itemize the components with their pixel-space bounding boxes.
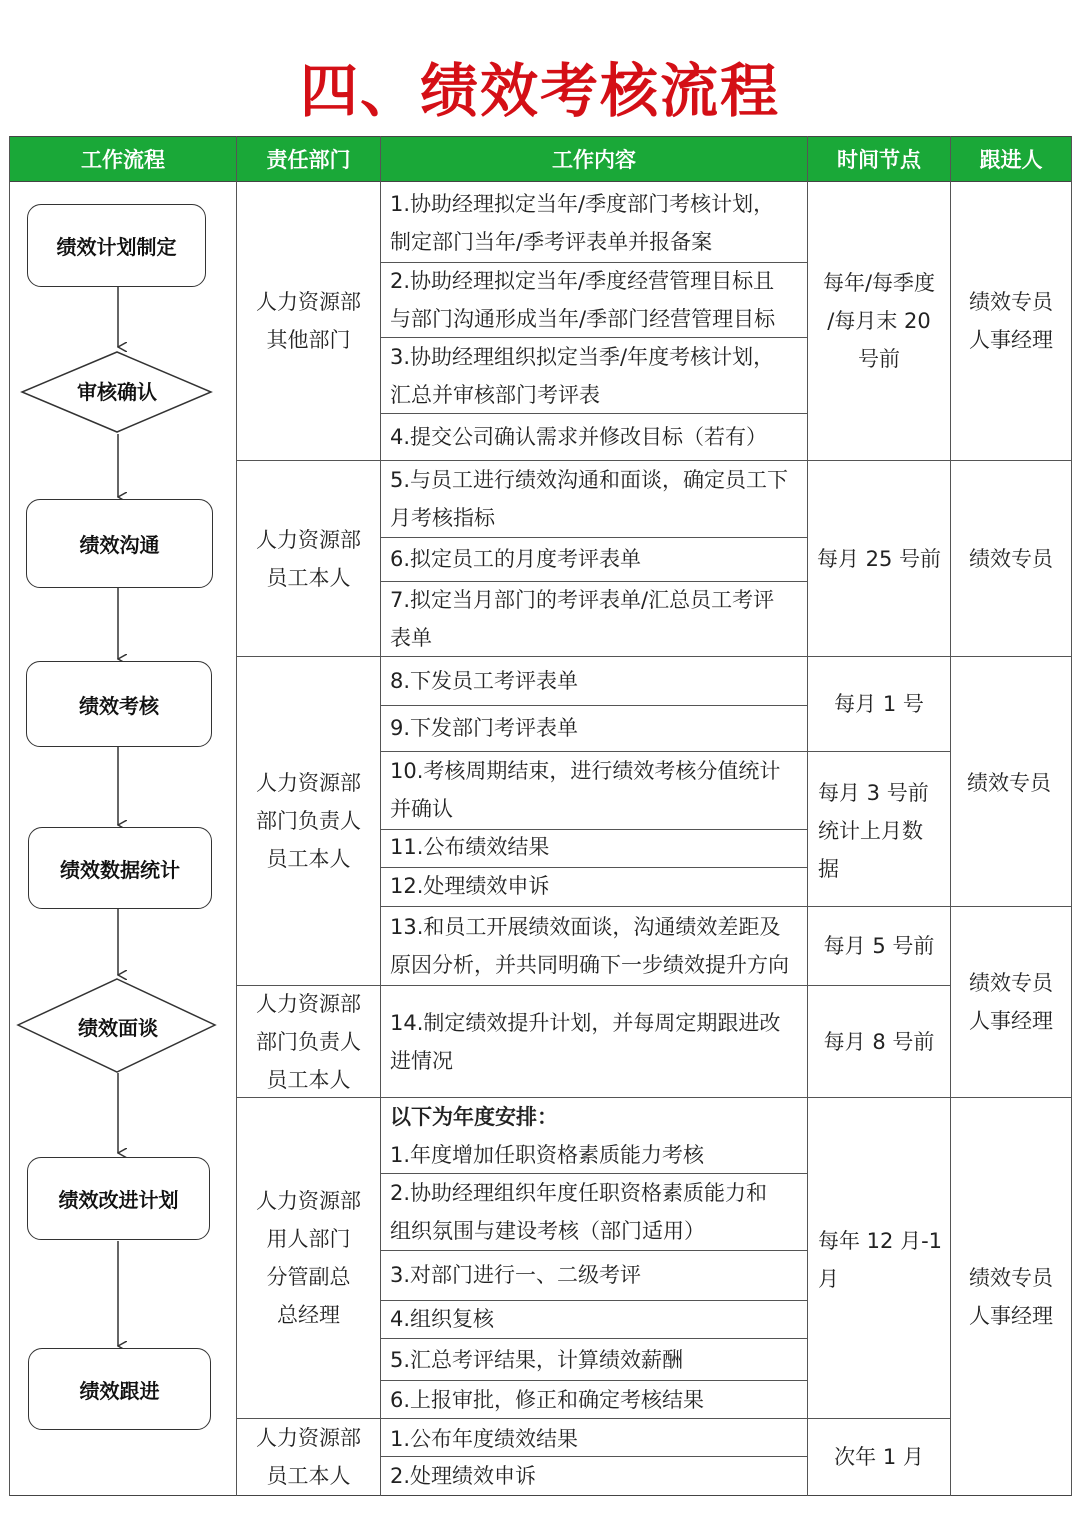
follower-line: 绩效专员 bbox=[969, 971, 1053, 995]
content-line: 4.提交公司确认需求并修改目标（若有） bbox=[390, 425, 768, 449]
content-item bbox=[390, 581, 774, 657]
time-cell bbox=[818, 774, 929, 888]
content-line: 组织氛围与建设考核（部门适用） bbox=[390, 1219, 705, 1243]
content-item bbox=[390, 262, 775, 338]
content-line: 5.汇总考评结果，计算绩效薪酬 bbox=[390, 1348, 684, 1372]
content-line: 2.协助经理拟定当年/季度经营管理目标且 bbox=[390, 269, 775, 293]
content-item bbox=[390, 418, 767, 456]
header-follower: 跟进人 bbox=[951, 137, 1071, 181]
content-line: 7.拟定当月部门的考评表单/汇总员工考评 bbox=[390, 588, 775, 612]
col-line bbox=[380, 136, 381, 1496]
content-item bbox=[390, 1004, 780, 1080]
time-line-text: 每月 1 号 bbox=[834, 692, 924, 716]
department-line: 人力资源部 bbox=[256, 1426, 361, 1450]
content-item bbox=[390, 867, 549, 905]
follower-line: 绩效专员 bbox=[969, 1265, 1053, 1290]
time-line bbox=[807, 751, 950, 752]
flow-step-interview: 绩效面谈 bbox=[78, 1015, 158, 1040]
flow-step-plan: 绩效计划制定 bbox=[27, 204, 206, 287]
time-line-text: /每月末 20 bbox=[827, 309, 931, 333]
content-line: 8.下发员工考评表单 bbox=[390, 669, 579, 693]
col-line bbox=[1071, 136, 1072, 1496]
time-line-text: 每月 8 号前 bbox=[823, 1029, 935, 1054]
department-line: 人力资源部 bbox=[256, 527, 361, 552]
department-line: 员工本人 bbox=[266, 565, 351, 590]
department-line: 员工本人 bbox=[266, 1464, 351, 1488]
content-line: 1.协助经理拟定当年/季度部门考核计划， bbox=[390, 192, 775, 216]
content-line: 6.上报审批，修正和确定考核结果 bbox=[390, 1388, 705, 1412]
time-line-text: 每月 5 号前 bbox=[823, 934, 935, 958]
time-line-text: 每月 25 号前 bbox=[816, 546, 942, 571]
time-cell bbox=[808, 182, 950, 460]
time-line-text: 每年 12 月-1 bbox=[818, 1229, 943, 1253]
flow-step-follow-up: 绩效跟进 bbox=[28, 1348, 211, 1430]
content-item bbox=[390, 1174, 767, 1250]
content-line: 12.处理绩效申诉 bbox=[390, 874, 550, 898]
follower-line: 人事经理 bbox=[969, 1009, 1053, 1033]
time-line-text: 每月 3 号前 bbox=[818, 781, 929, 805]
row-line bbox=[380, 906, 807, 907]
department-line: 其他部门 bbox=[266, 328, 351, 352]
content-line: 9.下发部门考评表单 bbox=[390, 716, 579, 740]
flow-step-communication: 绩效沟通 bbox=[26, 499, 213, 588]
content-line: 并确认 bbox=[390, 797, 453, 821]
row-line bbox=[380, 1338, 807, 1339]
content-line: 进情况 bbox=[390, 1049, 453, 1073]
department-cell bbox=[237, 986, 380, 1097]
follower-cell bbox=[951, 907, 1071, 1097]
content-line: 表单 bbox=[390, 626, 432, 650]
time-line-text: 月 bbox=[818, 1267, 839, 1291]
content-line: 3.对部门进行一、二级考评 bbox=[390, 1263, 642, 1287]
department-cell bbox=[237, 461, 380, 656]
content-item bbox=[390, 662, 578, 700]
department-line: 总经理 bbox=[277, 1303, 340, 1327]
content-item bbox=[390, 1256, 641, 1294]
content-line: 2.协助经理组织年度任职资格素质能力和 bbox=[390, 1181, 768, 1205]
follower-line: 人事经理 bbox=[969, 1303, 1053, 1328]
content-item bbox=[390, 1381, 704, 1419]
content-line: 5.与员工进行绩效沟通和面谈，确定员工下 bbox=[390, 468, 789, 492]
content-line: 13.和员工开展绩效面谈，沟通绩效差距及 bbox=[390, 915, 781, 939]
content-line: 1.年度增加任职资格素质能力考核 bbox=[390, 1143, 705, 1167]
department-line: 人力资源部 bbox=[256, 1189, 361, 1213]
content-line: 原因分析，并共同明确下一步绩效提升方向 bbox=[390, 953, 789, 977]
table-bottom-border bbox=[9, 1495, 1072, 1496]
header-content: 工作内容 bbox=[381, 137, 807, 181]
content-line: 以下为年度安排： bbox=[390, 1105, 558, 1129]
table-top-border bbox=[9, 136, 1072, 137]
content-item bbox=[390, 185, 774, 261]
content-line: 制定部门当年/季考评表单并报备案 bbox=[390, 230, 713, 254]
follower-cell bbox=[951, 1098, 1071, 1495]
content-item bbox=[390, 752, 780, 828]
content-line: 与部门沟通形成当年/季部门经营管理目标 bbox=[390, 307, 776, 331]
content-line: 11.公布绩效结果 bbox=[390, 835, 550, 859]
department-cell bbox=[237, 1098, 380, 1418]
department-line: 人力资源部 bbox=[256, 991, 361, 1016]
follower-line: 绩效专员 bbox=[969, 546, 1053, 571]
flow-step-improvement: 绩效改进计划 bbox=[27, 1157, 210, 1240]
time-cell bbox=[808, 1419, 950, 1495]
content-item bbox=[390, 338, 774, 414]
time-cell bbox=[818, 1222, 942, 1298]
follower-cell bbox=[967, 764, 1051, 802]
content-line: 2.处理绩效申诉 bbox=[390, 1464, 537, 1488]
department-cell bbox=[237, 1419, 380, 1495]
department-line: 员工本人 bbox=[266, 847, 351, 871]
department-line: 分管副总 bbox=[266, 1265, 351, 1289]
follower-line: 人事经理 bbox=[969, 328, 1053, 352]
content-item bbox=[390, 1300, 494, 1338]
time-line-text: 次年 1 月 bbox=[834, 1445, 924, 1469]
content-line: 汇总并审核部门考评表 bbox=[390, 383, 600, 407]
content-line: 10.考核周期结束，进行绩效考核分值统计 bbox=[390, 759, 781, 783]
time-line-text: 据 bbox=[818, 857, 839, 881]
follower-line: 绩效专员 bbox=[967, 771, 1051, 795]
content-item bbox=[390, 908, 789, 984]
department-line: 人力资源部 bbox=[256, 290, 361, 314]
content-item bbox=[390, 709, 578, 747]
time-cell bbox=[808, 986, 950, 1097]
row-line bbox=[380, 1250, 807, 1251]
time-cell bbox=[808, 657, 950, 751]
follower-line: 绩效专员 bbox=[969, 290, 1053, 314]
content-item bbox=[390, 1420, 578, 1458]
time-cell bbox=[808, 461, 950, 656]
header-time: 时间节点 bbox=[808, 137, 950, 181]
content-item bbox=[390, 540, 641, 578]
follower-cell bbox=[951, 182, 1071, 460]
department-line: 部门负责人 bbox=[256, 1029, 361, 1054]
department-line: 人力资源部 bbox=[256, 771, 361, 795]
time-line-text: 每年/每季度 bbox=[822, 271, 936, 295]
content-line: 月考核指标 bbox=[390, 506, 495, 530]
content-item bbox=[390, 1457, 536, 1495]
flow-step-review: 审核确认 bbox=[77, 379, 157, 404]
content-item bbox=[390, 461, 788, 537]
content-line: 3.协助经理组织拟定当季/年度考核计划， bbox=[390, 345, 775, 369]
department-cell bbox=[237, 657, 380, 985]
content-line: 14.制定绩效提升计划，并每周定期跟进改 bbox=[390, 1011, 781, 1035]
header-department: 责任部门 bbox=[237, 137, 380, 181]
content-item bbox=[390, 1098, 704, 1174]
follower-cell bbox=[951, 461, 1071, 656]
department-line: 员工本人 bbox=[266, 1067, 351, 1092]
content-item bbox=[390, 828, 549, 866]
header-flow: 工作流程 bbox=[10, 137, 236, 181]
content-line: 6.拟定员工的月度考评表单 bbox=[390, 547, 642, 571]
content-item bbox=[390, 1341, 683, 1379]
row-line bbox=[380, 537, 807, 538]
time-line-text: 号前 bbox=[857, 347, 900, 371]
department-cell bbox=[237, 182, 380, 460]
page-title: 四、绩效考核流程 bbox=[299, 57, 780, 125]
content-line: 1.公布年度绩效结果 bbox=[390, 1427, 579, 1451]
flow-step-statistics: 绩效数据统计 bbox=[28, 827, 212, 909]
row-line bbox=[380, 705, 807, 706]
time-line-text: 统计上月数 bbox=[818, 819, 923, 843]
department-line: 用人部门 bbox=[266, 1227, 351, 1251]
department-line: 部门负责人 bbox=[256, 809, 361, 833]
content-line: 4.组织复核 bbox=[390, 1307, 495, 1331]
flow-step-assessment: 绩效考核 bbox=[26, 661, 212, 747]
time-cell bbox=[808, 907, 950, 985]
